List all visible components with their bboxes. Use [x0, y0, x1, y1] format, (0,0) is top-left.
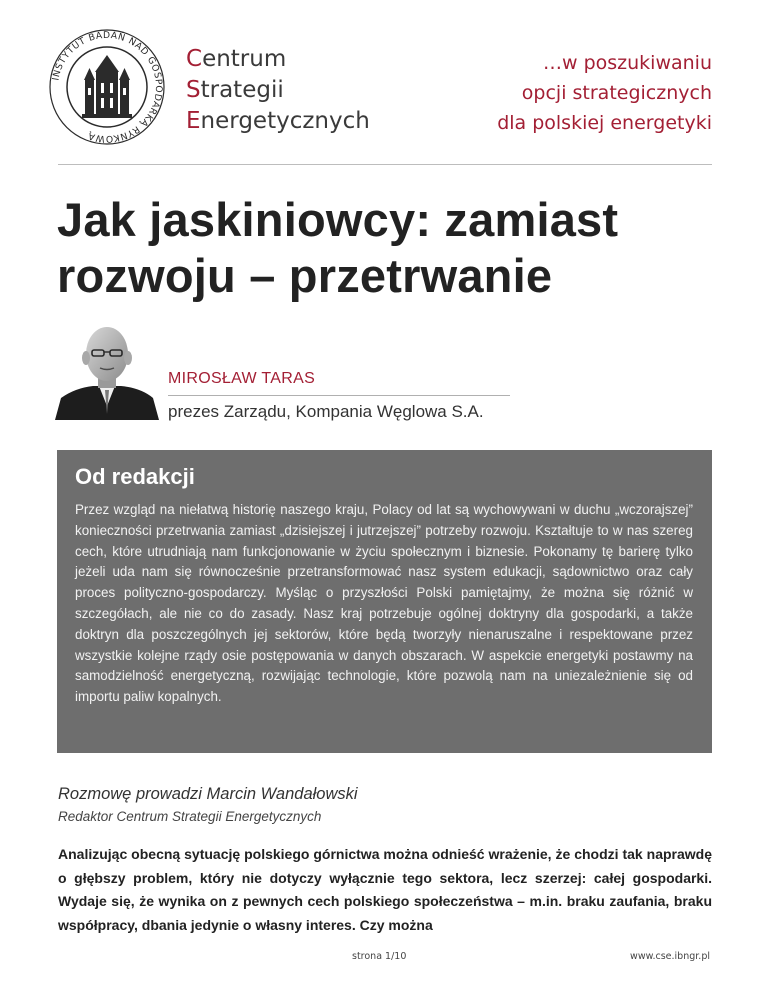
- institute-seal-logo: [48, 28, 166, 146]
- page-number: strona 1/10: [352, 951, 407, 962]
- author-name: MIROSŁAW TARAS: [168, 370, 316, 387]
- editorial-box: [57, 450, 712, 753]
- editorial-heading: Od redakcji: [75, 464, 195, 489]
- author-role: prezes Zarządu, Kompania Węglowa S.A.: [168, 402, 484, 421]
- editorial-body: Przez wzgląd na niełatwą historię naszego kraju, Polacy od lat są wychowywani w duchu „wczorajszej” konieczności przetrwania zamiast „dzisiejszej i jutrzejszej” potrzeby rozwoju. Kształtuje to w nas szereg cech, które utrudniają nam funkcjonowanie w życiu społecznym i biznesie. Pokonamy tę barierę tylko jeżeli uda nam się równocześnie przetransformować nasz system edukacji, sądownictwo oraz cały proces polityczno-gospodarczy. Myśląc o przyszłości Polski pamiętajmy, że można się różnić w szczegółach, ale nie co do zasady. Nasz kraj potrzebuje ogólnej doktryny dla gospodarki, a także doktryn dla poszczególnych jej sektorów, które będą tworzyły nienaruszalne i respektowane przez wszystkie kolejne rządy osie postępowania w danych obszarach. W aspekcie energetyki postawmy na samodzielność energetyczną, rozwijając technologie, które pozwolą nam na uniezależnienie się od importu paliw kopalnych.: [75, 502, 693, 705]
- brand-wordmark: [186, 44, 370, 137]
- title-line: rozwoju – przetrwanie: [57, 249, 553, 302]
- tagline-line: dla polskiej energetyki: [497, 112, 712, 134]
- brand-line: Strategii: [186, 77, 284, 103]
- page-header: [0, 0, 768, 165]
- brand-line: Energetycznych: [186, 108, 370, 134]
- author-photo: [55, 320, 159, 420]
- tagline-line: opcji strategicznych: [521, 82, 712, 104]
- interview-question: Analizując obecną sytuację polskiego górnictwa można odnieść wrażenie, że chodzi tak naprawdę o głębszy problem, który nie dotyczy wyłącznie tego sektora, lecz szerzej: całej gospodarki. Wydaje się, że wynika on z pewnych cech polskiego społeczeństwa – m.in. braku zaufania, braku współpracy, dbania jedynie o własny interes. Czy można: [58, 846, 712, 933]
- brand-line: Centrum: [186, 46, 287, 72]
- title-line: Jak jaskiniowcy: zamiast: [57, 193, 619, 246]
- article-title: [57, 192, 618, 304]
- interviewer-name: Rozmowę prowadzi Marcin Wandałowski: [58, 785, 358, 803]
- footer-url[interactable]: www.cse.ibngr.pl: [630, 951, 710, 962]
- author-divider: [168, 395, 510, 396]
- interviewer-role: Redaktor Centrum Strategii Energetycznych: [58, 809, 322, 824]
- tagline-line: …w poszukiwaniu: [542, 52, 712, 74]
- header-divider: [58, 164, 712, 165]
- svg-text:INSTYTUT BADAŃ NAD GOSPODARKĄ: INSTYTUT BADAŃ NAD GOSPODARKĄ RYNKOWĄ: [50, 29, 165, 145]
- header-tagline: [497, 48, 712, 138]
